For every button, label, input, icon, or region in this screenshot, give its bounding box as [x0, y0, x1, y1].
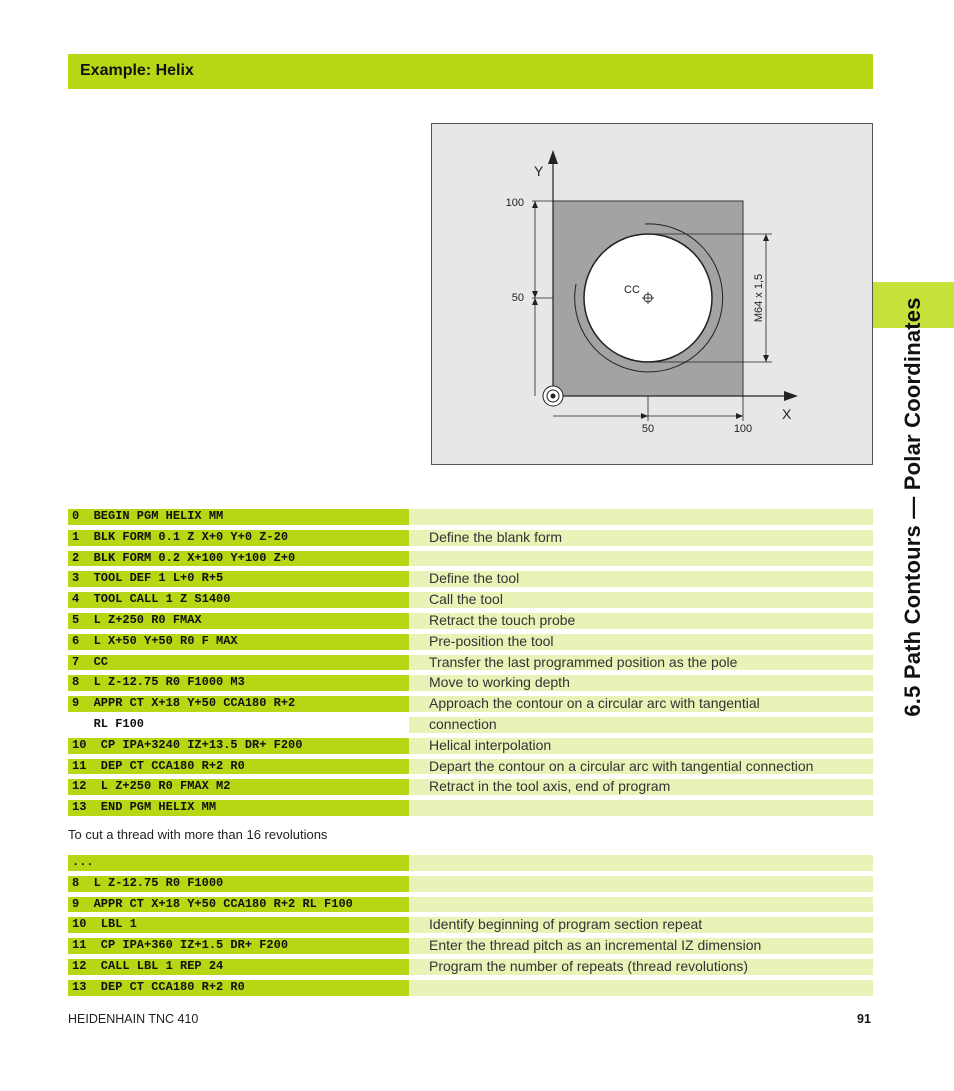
section-title: Example: Helix — [80, 62, 194, 79]
program-row — [68, 509, 873, 530]
program-line-code: 4 TOOL CALL 1 Z S1400 — [68, 592, 409, 613]
program-line-description: Identify beginning of program section repeat — [409, 917, 873, 938]
y-axis-label: Y — [534, 163, 544, 179]
program-line-description: Depart the contour on a circular arc with tangential connection — [409, 759, 873, 780]
diagram-svg — [432, 124, 874, 466]
program-row — [68, 717, 873, 738]
program-line-description: Define the blank form — [409, 530, 873, 551]
program-row — [68, 980, 873, 1001]
program-table-helix — [68, 509, 873, 821]
program-line-description — [409, 800, 873, 821]
y-arrow — [548, 150, 558, 164]
program-line-description — [409, 551, 873, 572]
program-line-code: 3 TOOL DEF 1 L+0 R+5 — [68, 571, 409, 592]
program-line-description: Define the tool — [409, 571, 873, 592]
program-row — [68, 855, 873, 876]
chapter-side-title: 6.5 Path Contours — Polar Coordinates — [900, 297, 925, 717]
program-line-description: connection — [409, 717, 873, 738]
program-line-code: RL F100 — [68, 717, 409, 738]
program-row — [68, 759, 873, 780]
program-row — [68, 655, 873, 676]
x-tick-50: 50 — [641, 423, 655, 435]
program-line-code: 8 L Z-12.75 R0 F1000 M3 — [68, 675, 409, 696]
program-line-code: 6 L X+50 Y+50 R0 F MAX — [68, 634, 409, 655]
program-line-code: 12 CALL LBL 1 REP 24 — [68, 959, 409, 980]
program-line-code: 11 CP IPA+360 IZ+1.5 DR+ F200 — [68, 938, 409, 959]
program-row — [68, 876, 873, 897]
y-tick-50: 50 — [511, 292, 524, 304]
program-row — [68, 613, 873, 634]
x-axis-label: X — [782, 406, 792, 422]
program-row — [68, 938, 873, 959]
thread-label: M64 x 1,5 — [753, 273, 765, 323]
program-line-code: 10 LBL 1 — [68, 917, 409, 938]
program-line-description — [409, 509, 873, 530]
helix-diagram — [431, 123, 873, 465]
program-line-description: Transfer the last programmed position as the pole — [409, 655, 873, 676]
program-line-code: 11 DEP CT CCA180 R+2 R0 — [68, 759, 409, 780]
program-row — [68, 634, 873, 655]
program-line-description — [409, 897, 873, 918]
program-row — [68, 571, 873, 592]
program-row — [68, 551, 873, 572]
program-line-description — [409, 855, 873, 876]
page-number: 91 — [857, 1012, 871, 1026]
program-line-description: Program the number of repeats (thread revolutions) — [409, 959, 873, 980]
program-line-code: ... — [68, 855, 409, 876]
program-line-description: Helical interpolation — [409, 738, 873, 759]
program-line-code: 9 APPR CT X+18 Y+50 CCA180 R+2 RL F100 — [68, 897, 409, 918]
program-line-code: 1 BLK FORM 0.1 Z X+0 Y+0 Z-20 — [68, 530, 409, 551]
x-arrow — [784, 391, 798, 401]
program-line-description: Move to working depth — [409, 675, 873, 696]
program-line-description: Pre-position the tool — [409, 634, 873, 655]
program-line-description: Retract the touch probe — [409, 613, 873, 634]
program-line-code: 13 END PGM HELIX MM — [68, 800, 409, 821]
program-line-description: Enter the thread pitch as an incremental IZ dimension — [409, 938, 873, 959]
program-line-code: 12 L Z+250 R0 FMAX M2 — [68, 779, 409, 800]
program-line-code: 0 BEGIN PGM HELIX MM — [68, 509, 409, 530]
program-line-description: Retract in the tool axis, end of program — [409, 779, 873, 800]
program-line-code: 5 L Z+250 R0 FMAX — [68, 613, 409, 634]
program-line-code: 13 DEP CT CCA180 R+2 R0 — [68, 980, 409, 1001]
program-row — [68, 917, 873, 938]
program-line-description: Approach the contour on a circular arc with tangential — [409, 696, 873, 717]
program-line-code: 2 BLK FORM 0.2 X+100 Y+100 Z+0 — [68, 551, 409, 572]
program-line-code: 7 CC — [68, 655, 409, 676]
program-row — [68, 779, 873, 800]
program-row — [68, 675, 873, 696]
program-line-code: 8 L Z-12.75 R0 F1000 — [68, 876, 409, 897]
program-line-code: 10 CP IPA+3240 IZ+13.5 DR+ F200 — [68, 738, 409, 759]
y-tick-100: 100 — [505, 197, 524, 209]
thread-note: To cut a thread with more than 16 revolutions — [68, 827, 328, 842]
x-tick-100: 100 — [733, 423, 753, 435]
program-row — [68, 738, 873, 759]
program-row — [68, 530, 873, 551]
program-line-description — [409, 876, 873, 897]
program-line-code: 9 APPR CT X+18 Y+50 CCA180 R+2 — [68, 696, 409, 717]
program-line-description: Call the tool — [409, 592, 873, 613]
program-row — [68, 959, 873, 980]
program-row — [68, 592, 873, 613]
program-row — [68, 696, 873, 717]
program-table-thread — [68, 855, 873, 1001]
pole-label: CC — [624, 284, 640, 296]
program-row — [68, 897, 873, 918]
program-row — [68, 800, 873, 821]
footer-product: HEIDENHAIN TNC 410 — [68, 1012, 199, 1026]
program-line-description — [409, 980, 873, 1001]
section-title-bar — [68, 54, 873, 89]
